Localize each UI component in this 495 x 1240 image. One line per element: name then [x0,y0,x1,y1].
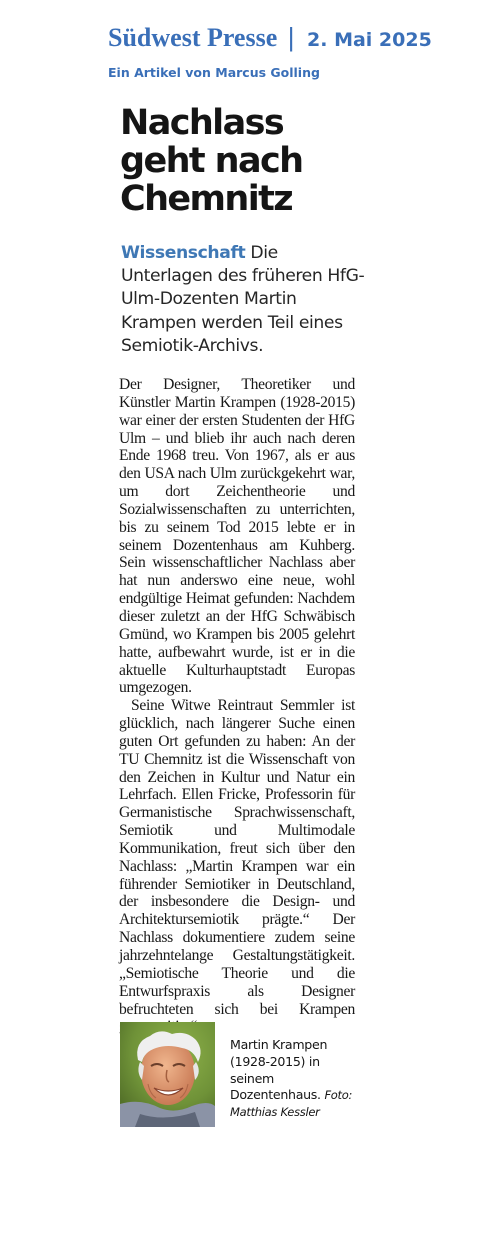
article-teaser [121,242,371,358]
teaser-text: Die Unterlagen des früheren HfG-Ulm-Dozenten Martin Krampen werden Teil eines Semiotik-Archivs. [121,243,365,356]
masthead-separator: | [287,22,295,52]
publication-date: 2. Mai 2025 [307,29,432,51]
teaser-kicker: Wissenschaft [121,243,246,263]
photo-credit: Foto: Matthias Kessler [230,1088,353,1120]
caption-text: Martin Krampen (1928-2015) in seinem Dozentenhaus. [230,1037,328,1103]
article-body [119,376,355,1036]
article-headline: Nachlass geht nach Chemnitz [120,103,303,219]
article-paragraph: Der Designer, Theoretiker und Künstler Martin Krampen (1928-2015) war einer der ersten Studenten der HfG Ulm – und blieb ihr auch nach deren Ende 1968 treu. Von 1967, als er aus den USA nach Ulm zurückgekehrt war, um dort Zeichentheorie und Sozialwissenschaften zu unterrichten, bis zu seinem Tod 2015 lebte er in seinem Dozentenhaus am Kuhberg. Sein wissenschaftlicher Nachlass aber hat nun anderswo eine neue, wohl endgültige Heimat gefunden: Nachdem dieser zuletzt an der HfG Schwäbisch Gmünd, wo Krampen bis 2005 gelehrt hatte, aufbewahrt wurde, ist er in die aktuelle Kulturhauptstadt Europas umgezogen. [119,376,355,697]
masthead [108,22,488,53]
byline: Ein Artikel von Marcus Golling [108,65,320,80]
portrait-photo [120,1022,215,1127]
photo-caption [230,1037,360,1121]
article-paragraph: Seine Witwe Reintraut Semmler ist glücklich, nach längerer Suche einen guten Ort gefunden zu haben: An der TU Chemnitz ist die Wissenschaft von den Zeichen in Kultur und Natur ein Lehrfach. Ellen Fricke, Professorin für Germanistische Sprachwissenschaft, Semiotik und Multimodale Kommunikation, freut sich über den Nachlass: „Martin Krampen war ein führender Semiotiker in Deutschland, der insbesondere die Design- und Architektursemiotik prägte.“ Der Nachlass dokumentiere zudem seine jahrzehntelange Gestaltungstätigkeit. „Semiotische Theorie und die Entwurfspraxis als Designer befruchteten sich bei Krampen [119,697,355,1018]
publication-name: Südwest Presse [108,23,278,52]
